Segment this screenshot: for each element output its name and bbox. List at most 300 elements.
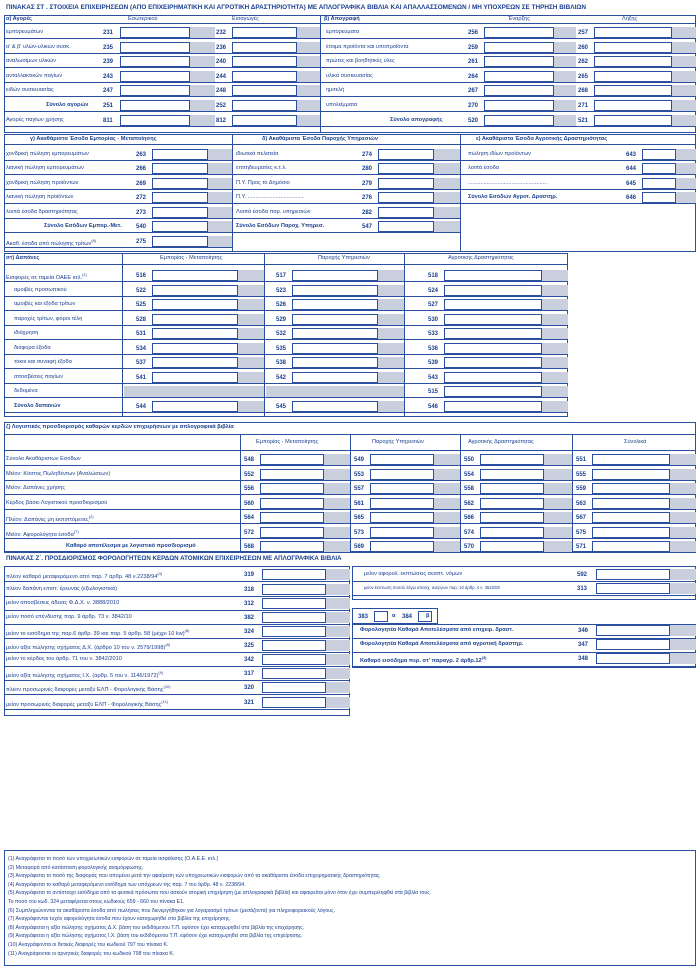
trade-income-row-label-text: χονδρική πώληση εμπορευμάτων [6, 151, 89, 157]
divider [4, 450, 696, 451]
section-z-heading: ζ) Λογιστικός προσδιορισμός καθαρών κερδών επιχειρήσεων με απλογραφικά βιβλία [6, 424, 234, 430]
inventory-end-field[interactable] [594, 42, 672, 53]
taxable-adjustment-field[interactable] [262, 569, 326, 580]
code-label: 812 [216, 118, 227, 124]
agri-income-field[interactable] [642, 149, 676, 160]
profit-trade-field[interactable] [260, 498, 324, 509]
taxable-result-label [360, 642, 523, 648]
shaded-cell [190, 56, 215, 67]
shaded-cell [378, 270, 404, 281]
expense-trade-field[interactable] [152, 328, 238, 339]
code-label: 240 [216, 59, 227, 65]
row-line [4, 368, 568, 369]
footnote-ref: (7) [73, 529, 79, 534]
profit-total-field[interactable] [592, 483, 670, 494]
code-label: 550 [464, 457, 475, 463]
trade-income-row-label-text: λιανική πώληση εμπορευμάτων [6, 165, 84, 171]
inventory-row-label [326, 74, 373, 80]
purchases-domestic-field[interactable] [120, 71, 190, 82]
shaded-cell [670, 454, 696, 465]
services-income-row-label [236, 166, 287, 172]
code-label: 571 [576, 544, 587, 550]
shaded-cell [238, 343, 264, 354]
code-label: 280 [362, 166, 373, 172]
trade-income-row-label-text: λιανική πώληση προϊόντων [6, 194, 74, 200]
inventory-end-field[interactable] [594, 27, 672, 38]
purchases-imports-field[interactable] [232, 71, 297, 82]
profit-row-label-text: Σύνολο Ακαθάριστων Εσόδων [6, 456, 81, 462]
code-label: 542 [276, 375, 287, 381]
code-label: 526 [276, 302, 287, 308]
taxable-adjustment-field[interactable] [262, 584, 326, 595]
taxable-adjustment-field[interactable] [262, 697, 326, 708]
services-income-field[interactable] [378, 163, 434, 174]
expense-row-label [14, 360, 72, 366]
deduction-field[interactable] [596, 569, 670, 580]
profit-total-field[interactable] [592, 454, 670, 465]
profit-services-field[interactable] [370, 541, 434, 552]
expense-row-label [14, 331, 38, 337]
code-label: 271 [578, 103, 589, 109]
taxable-adjustment-label [6, 700, 168, 708]
expense-row-label-text: παροχές τρίτων, φόροι τέλη [14, 316, 83, 322]
code-label: 312 [244, 601, 255, 607]
expense-services-field[interactable] [292, 401, 378, 412]
services-income-field[interactable] [378, 192, 434, 203]
inventory-end-field[interactable] [594, 85, 672, 96]
code-label: 243 [103, 74, 114, 80]
profit-trade-field[interactable] [260, 483, 324, 494]
code-label: 573 [354, 530, 365, 536]
taxable-adjustment-label [6, 671, 163, 679]
profit-services-field[interactable] [370, 512, 434, 523]
code-label: 520 [468, 118, 479, 124]
taxable-adjustment-field[interactable] [262, 640, 326, 651]
deduction-field[interactable] [596, 583, 670, 594]
profit-agri-field[interactable] [480, 498, 544, 509]
taxable-adjustment-label-text: μείον ποσό επένδυσης παρ. 9 άρθρ. 73 ν. 3842/10 [6, 614, 132, 620]
code-label: 535 [276, 346, 287, 352]
footnote: (4) Αναγράφεται το καθαρό μεταφερόμενο εισόδημα των υπόχρεων της παρ. 7 του άρθρ. 48 ν. 2238/94. [8, 881, 246, 888]
inventory-start-field[interactable] [484, 56, 554, 67]
taxable-adjustment-label-text: μείον αξία πώλησης σχήματος Ι.Χ. (άρθρ. 5 του ν. 1146/1972) [6, 672, 159, 679]
ab-divider [320, 15, 321, 133]
row-line [320, 111, 696, 112]
shaded-cell [434, 149, 460, 160]
section-b-col2-header: Λήξης [622, 16, 638, 22]
expense-row-label-text: ιδιόχρηση [14, 330, 39, 336]
row-line [4, 538, 696, 539]
taxable-result-field[interactable] [596, 639, 670, 650]
taxable-adjustment-field[interactable] [262, 668, 326, 679]
expense-agri-field[interactable] [444, 343, 542, 354]
code-label: 515 [428, 389, 439, 395]
taxable-adjustment-field[interactable] [262, 626, 326, 637]
code-label: 554 [464, 472, 475, 478]
st-header-line [4, 264, 568, 265]
code-label: 555 [576, 472, 587, 478]
profit-trade-field[interactable] [260, 454, 324, 465]
row-line [4, 232, 232, 233]
purchases-row-label [46, 103, 88, 109]
code-label: 251 [103, 103, 114, 109]
row-line [4, 218, 232, 219]
code-label: 346 [578, 628, 589, 634]
expense-trade-field[interactable] [152, 401, 238, 412]
shaded-cell [434, 527, 460, 538]
code-label: 565 [354, 515, 365, 521]
expense-services-field[interactable] [292, 285, 378, 296]
st-col1-header: Εμπορίας - Μεταποίησης [160, 255, 223, 261]
agri-income-field[interactable] [642, 178, 676, 189]
expense-trade-field[interactable] [152, 343, 238, 354]
section-a-heading: α) Αγορές [6, 16, 32, 22]
taxable-result-field[interactable] [596, 653, 670, 664]
shaded-cell [670, 625, 696, 636]
row-line [232, 174, 460, 175]
st-col2-header: Παροχής Υπηρεσιών [318, 255, 370, 261]
expense-row-label [14, 389, 38, 395]
inventory-row-label-text: εμπορεύματα [326, 29, 360, 35]
code-label: 257 [578, 30, 589, 36]
trade-income-field[interactable] [152, 236, 208, 247]
profit-services-field[interactable] [370, 483, 434, 494]
expense-trade-field[interactable] [152, 285, 238, 296]
row-line [460, 174, 696, 175]
code-label: 262 [578, 59, 589, 65]
footnote: (5) Αναγράφεται το αντίστοιχο εισόδημα από τα φυσικά πρόσωπα που ασκούν ατομική επιχείρηση (με απλογραφικά βιβλία) και αφαιρείται μόνο όταν έχει συμπεριληφθεί στα βιβλία τους. [8, 890, 432, 897]
code-label: 348 [578, 656, 589, 662]
shaded-cell [554, 115, 576, 126]
code-label: 566 [464, 515, 475, 521]
row-line [4, 523, 696, 524]
agri-income-field[interactable] [642, 163, 676, 174]
row-line [4, 412, 568, 413]
purchases-domestic-field[interactable] [120, 115, 190, 126]
expense-services-field[interactable] [292, 328, 378, 339]
shaded-cell [434, 483, 460, 494]
trade-income-field[interactable] [152, 192, 208, 203]
row-line [320, 67, 696, 68]
footnote-ref: (1) [82, 272, 87, 277]
purchases-imports-field[interactable] [232, 42, 297, 53]
expense-trade-field[interactable] [152, 270, 238, 281]
shaded-cell [238, 357, 264, 368]
purchases-row-label-text: ανταλλακτικών παγίων [6, 73, 63, 79]
inventory-end-field[interactable] [594, 115, 672, 126]
taxable-adjustment-label [6, 601, 119, 607]
row-line [4, 509, 696, 510]
shaded-cell [326, 697, 350, 708]
shaded-cell [434, 541, 460, 552]
agri-income-row-label-text: ................................................... [468, 180, 548, 186]
shaded-cell [297, 85, 320, 96]
code-label: 244 [216, 74, 227, 80]
shaded-cell [554, 42, 576, 53]
expense-trade-field[interactable] [152, 372, 238, 383]
gd-divider [232, 134, 233, 252]
inventory-start-field[interactable] [484, 115, 554, 126]
profit-services-field[interactable] [370, 454, 434, 465]
row-line [4, 465, 696, 466]
taxable-adjustment-field[interactable] [262, 682, 326, 693]
expense-agri-field[interactable] [444, 285, 542, 296]
expense-services-field[interactable] [292, 357, 378, 368]
row-line [4, 247, 232, 248]
footnote-ref: (11) [161, 699, 169, 704]
purchases-imports-field[interactable] [232, 85, 297, 96]
agri-income-row-label-text: λοιπά έσοδα [468, 165, 500, 171]
inventory-end-field[interactable] [594, 56, 672, 67]
code-label: 574 [464, 530, 475, 536]
code-label: 321 [244, 700, 255, 706]
purchases-domestic-field[interactable] [120, 42, 190, 53]
services-income-field[interactable] [378, 207, 434, 218]
footnote-ref: (6) [91, 238, 97, 243]
taxable-result-label-text: Καθαρό εισόδημα περ. στ' παραγρ. 2 άρθρ.12 [360, 657, 482, 664]
profit-services-field[interactable] [370, 527, 434, 538]
code-label: 522 [136, 288, 147, 294]
code-label: 560 [244, 501, 255, 507]
shaded-cell [542, 285, 568, 296]
shaded-cell [208, 207, 232, 218]
shaded-cell [554, 27, 576, 38]
row-line [460, 160, 696, 161]
row-line [4, 354, 568, 355]
services-income-field[interactable] [378, 221, 434, 232]
trade-income-row-label [6, 195, 73, 201]
beta-mark: β [426, 613, 430, 619]
code-label: 537 [136, 360, 147, 366]
shaded-cell [326, 584, 350, 595]
purchases-row-label-text: ειδών συσκευασίας [6, 87, 54, 93]
taxable-adjustment-label [6, 643, 170, 651]
profit-trade-field[interactable] [260, 541, 324, 552]
row-line [4, 596, 350, 597]
shaded-cell [238, 372, 264, 383]
row-line [4, 494, 696, 495]
expense-row-label [14, 346, 51, 352]
inventory-row-label [326, 59, 395, 65]
expense-row-label-text: Σύνολο δαπανών [14, 403, 61, 409]
shaded-cell [324, 527, 350, 538]
shaded-cell [208, 178, 232, 189]
code-label: 646 [626, 195, 637, 201]
row-line [4, 126, 320, 127]
shaded-cell [676, 192, 696, 203]
expense-agri-field[interactable] [444, 314, 542, 325]
profit-total-field[interactable] [592, 541, 670, 552]
code-label: 530 [428, 317, 439, 323]
shaded-cell [544, 498, 572, 509]
purchases-domestic-field[interactable] [120, 56, 190, 67]
deduction-label [364, 586, 500, 590]
expense-trade-field[interactable] [152, 357, 238, 368]
code-label: 319 [244, 572, 255, 578]
profit-trade-field[interactable] [260, 527, 324, 538]
code-label: 276 [362, 195, 373, 201]
trade-income-field[interactable] [152, 207, 208, 218]
expense-agri-field[interactable] [444, 372, 542, 383]
shaded-cell [326, 598, 350, 609]
code-label: 282 [362, 210, 373, 216]
expense-agri-field[interactable] [444, 270, 542, 281]
profit-agri-field[interactable] [480, 512, 544, 523]
expense-agri-field[interactable] [444, 357, 542, 368]
services-income-row-label-text: Σύνολο Εσόδων Παροχ. Υπηρεσ. [236, 223, 325, 229]
expense-services-field[interactable] [292, 314, 378, 325]
shaded-cell [676, 178, 696, 189]
trade-income-row-label-text: χονδρική πώληση προϊόντων [6, 180, 79, 186]
profit-agri-field[interactable] [480, 483, 544, 494]
section-b-heading: β) Απογραφή [324, 16, 360, 22]
shaded-cell [544, 469, 572, 480]
row-line [4, 111, 320, 112]
shaded-cell [297, 27, 320, 38]
profit-total-field[interactable] [592, 498, 670, 509]
trade-income-field[interactable] [152, 163, 208, 174]
inventory-start-field[interactable] [484, 42, 554, 53]
trade-income-field[interactable] [152, 149, 208, 160]
code-label: 263 [136, 152, 147, 158]
expense-agri-field[interactable] [444, 386, 542, 397]
shaded-cell [434, 454, 460, 465]
shaded-cell [672, 85, 696, 96]
code-label: 232 [216, 30, 227, 36]
row-line [4, 383, 568, 384]
row-line [4, 339, 568, 340]
purchases-row-label-text: α' & β' υλών-υλικών συσκ. [6, 44, 71, 50]
profit-trade-field[interactable] [260, 512, 324, 523]
expense-row-label-text: Εισφορές σε ταμεία ΟΑΕΕ κτλ. [6, 274, 83, 281]
profit-services-field[interactable] [370, 498, 434, 509]
expense-services-field[interactable] [292, 372, 378, 383]
expense-row-label [14, 288, 67, 294]
shaded-cell [297, 56, 320, 67]
profit-trade-field[interactable] [260, 469, 324, 480]
shaded-cell [378, 328, 404, 339]
services-income-row-label [236, 224, 324, 230]
services-income-field[interactable] [378, 149, 434, 160]
profit-total-field[interactable] [592, 512, 670, 523]
profit-agri-field[interactable] [480, 469, 544, 480]
code-label: 235 [103, 45, 114, 51]
inventory-row-label [326, 30, 359, 36]
shaded-cell [208, 221, 232, 232]
profit-services-field[interactable] [370, 469, 434, 480]
shaded-cell [326, 612, 350, 623]
code-label: 274 [362, 152, 373, 158]
expense-row-label [14, 302, 75, 308]
code-label: 261 [468, 59, 479, 65]
expense-agri-field[interactable] [444, 299, 542, 310]
trade-income-field[interactable] [152, 178, 208, 189]
purchases-imports-field[interactable] [232, 100, 297, 111]
code-label: 270 [468, 103, 479, 109]
profit-agri-field[interactable] [480, 454, 544, 465]
expense-services-field[interactable] [292, 299, 378, 310]
divider [460, 434, 461, 552]
taxable-adjustment-field[interactable] [262, 598, 326, 609]
agri-income-field[interactable] [642, 192, 676, 203]
taxable-adjustment-label-text: μείον το εισόδημα της παρ.6 άρθρ. 39 και παρ. 5 άρθρ. 58 (μέχρι 10 kw) [6, 630, 185, 637]
row-line [320, 126, 696, 127]
purchases-domestic-field[interactable] [120, 100, 190, 111]
inventory-start-field[interactable] [484, 27, 554, 38]
code-label: 569 [354, 544, 365, 550]
code-label: 536 [428, 346, 439, 352]
expense-trade-field[interactable] [152, 314, 238, 325]
shaded-cell [670, 541, 696, 552]
row-line [4, 82, 320, 83]
section-gde-frame [4, 134, 696, 252]
shaded-cell [326, 668, 350, 679]
trade-income-row-label [44, 224, 122, 230]
taxable-result-field[interactable] [596, 625, 670, 636]
expense-services-field[interactable] [292, 270, 378, 281]
purchases-imports-field[interactable] [232, 27, 297, 38]
row-line [320, 53, 696, 54]
inventory-start-field[interactable] [484, 71, 554, 82]
shaded-cell [190, 115, 215, 126]
inventory-row-label [326, 103, 357, 109]
expense-row-label [14, 317, 82, 323]
code-label: 382 [244, 615, 255, 621]
profit-total-field[interactable] [592, 469, 670, 480]
shaded-cell [190, 42, 215, 53]
profit-agri-field[interactable] [480, 541, 544, 552]
services-income-field[interactable] [378, 178, 434, 189]
inventory-start-field[interactable] [484, 100, 554, 111]
row-line [4, 638, 350, 639]
profit-agri-field[interactable] [480, 527, 544, 538]
taxable-adjustment-field[interactable] [262, 654, 326, 665]
trade-income-field[interactable] [152, 221, 208, 232]
shaded-cell [434, 469, 460, 480]
code-label: 811 [103, 118, 113, 124]
inventory-start-field[interactable] [484, 85, 554, 96]
section-e-heading: ε) Ακαθάριστα Έσοδα Αγροτικής Δραστηριότητας [476, 136, 608, 142]
inventory-end-field[interactable] [594, 100, 672, 111]
purchases-imports-field[interactable] [232, 115, 297, 126]
shaded-cell [670, 498, 696, 509]
purchases-imports-field[interactable] [232, 56, 297, 67]
profit-total-field[interactable] [592, 527, 670, 538]
expense-agri-field[interactable] [444, 401, 542, 412]
shaded-cell [544, 454, 572, 465]
code-label: 527 [428, 302, 439, 308]
trade-income-row-label-text: λοιπά έσοδα δραστηριότητας [6, 209, 78, 215]
shaded-cell [554, 71, 576, 82]
code-label: 231 [103, 30, 114, 36]
shaded-cell [434, 512, 460, 523]
code-label: 524 [428, 288, 439, 294]
code-label: 272 [136, 195, 147, 201]
z-col2-header: Παροχής Υπηρεσιών [372, 439, 424, 445]
expense-services-field[interactable] [292, 343, 378, 354]
expense-trade-field[interactable] [152, 299, 238, 310]
inventory-end-field[interactable] [594, 71, 672, 82]
expense-agri-field[interactable] [444, 328, 542, 339]
code-label: 264 [468, 74, 479, 80]
shaded-cell [542, 299, 568, 310]
code-label: 518 [428, 273, 439, 279]
row-line [460, 189, 696, 190]
purchases-domestic-field[interactable] [120, 27, 190, 38]
taxable-adjustment-field[interactable] [262, 612, 326, 623]
purchases-domestic-field[interactable] [120, 85, 190, 96]
shaded-cell [326, 654, 350, 665]
